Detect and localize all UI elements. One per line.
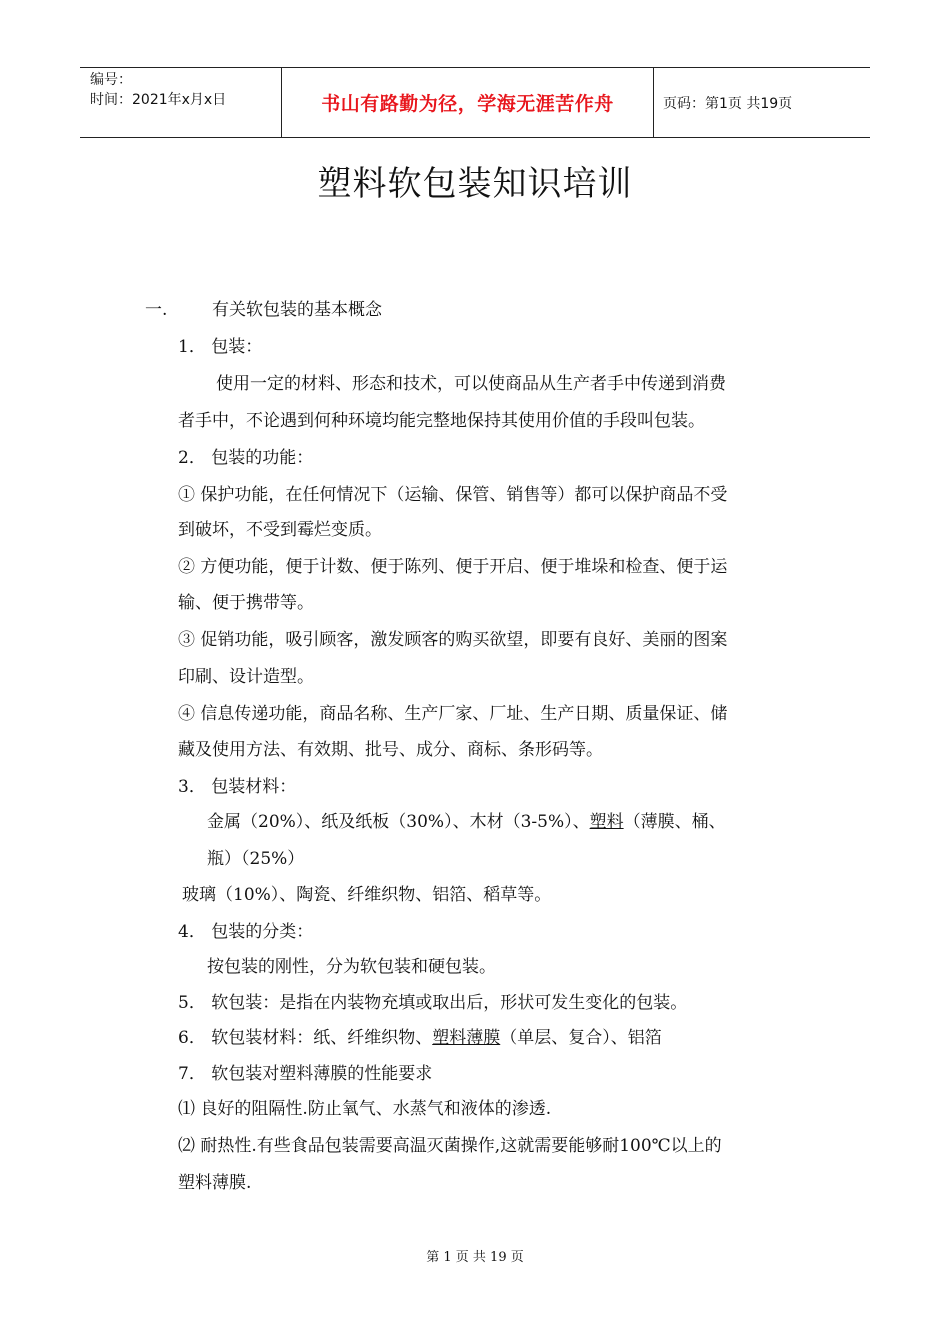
plastic-film-underlined: 塑料薄膜: [432, 1028, 501, 1048]
materials-line-3: 玻璃（10%）、陶瓷、纤维织物、铝箔、稻草等。: [182, 885, 552, 905]
requirement-1: ⑴ 良好的阻隔性.防止氧气、水蒸气和液体的渗透.: [178, 1099, 552, 1119]
page-footer: 第 1 页 共 19 页: [426, 1250, 524, 1265]
document-time-label: 时间：2021年x月x日: [90, 92, 227, 108]
materials-text-tail: （薄膜、桶、: [623, 812, 726, 832]
document-number-label: 编号：: [90, 72, 132, 88]
function-1-line-1: ① 保护功能，在任何情况下（运输、保管、销售等）都可以保护商品不受: [178, 485, 728, 505]
item-1-paragraph-line-2: 者手中，不论遇到何种环境均能完整地保持其使用价值的手段叫包装。: [178, 411, 705, 431]
item-3-heading: 3． 包装材料：: [178, 777, 297, 797]
document-title: 塑料软包装知识培训: [317, 164, 633, 204]
item-6: [178, 1026, 662, 1050]
section-heading: 有关软包装的基本概念: [212, 300, 382, 320]
item-4-body: 按包装的刚性，分为软包装和硬包装。: [207, 957, 496, 977]
item-2-heading: 2． 包装的功能：: [178, 448, 314, 468]
item-4-heading: 4． 包装的分类：: [178, 922, 314, 942]
item-7: 7． 软包装对塑料薄膜的性能要求: [178, 1064, 433, 1084]
function-3-line-2: 印刷、设计造型。: [178, 667, 314, 687]
function-4-line-1: ④ 信息传递功能，商品名称、生产厂家、厂址、生产日期、质量保证、储: [178, 704, 728, 724]
function-2-line-2: 输、便于携带等。: [178, 593, 314, 613]
header-motto: 书山有路勤为径，学海无涯苦作舟: [282, 68, 654, 137]
requirement-2-line-2: 塑料薄膜.: [178, 1173, 252, 1193]
function-2-line-1: ② 方便功能，便于计数、便于陈列、便于开启、便于堆垛和检查、便于运: [178, 557, 728, 577]
materials-line-1: [207, 810, 726, 834]
function-3-line-1: ③ 促销功能，吸引顾客，激发顾客的购买欲望，即要有良好、美丽的图案: [178, 630, 728, 650]
materials-line-2: 瓶）（25%）: [207, 849, 305, 869]
plastic-underlined: 塑料: [589, 812, 624, 832]
item-1-heading: 1． 包装：: [178, 337, 263, 357]
page-header: [80, 67, 870, 138]
function-4-line-2: 藏及使用方法、有效期、批号、成分、商标、条形码等。: [178, 740, 603, 760]
header-info-cell: [80, 68, 282, 137]
materials-text: 金属（20%）、纸及纸板（30%）、木材（3-5%）、: [207, 812, 590, 832]
requirement-2-line-1: ⑵ 耐热性.有些食品包装需要高温灭菌操作,这就需要能够耐100℃以上的: [178, 1136, 722, 1156]
item-6-text-tail: （单层、复合）、铝箔: [500, 1028, 662, 1048]
item-5: 5． 软包装：是指在内装物充填或取出后，形状可发生变化的包装。: [178, 993, 688, 1013]
item-6-text: 6． 软包装材料：纸、纤维织物、: [178, 1028, 433, 1048]
section-number: 一.: [145, 300, 168, 320]
header-page-number: 页码：第1页 共19页: [663, 95, 793, 112]
function-1-line-2: 到破坏，不受到霉烂变质。: [178, 520, 382, 540]
item-1-paragraph-line-1: 使用一定的材料、形态和技术，可以使商品从生产者手中传递到消费: [216, 374, 726, 394]
